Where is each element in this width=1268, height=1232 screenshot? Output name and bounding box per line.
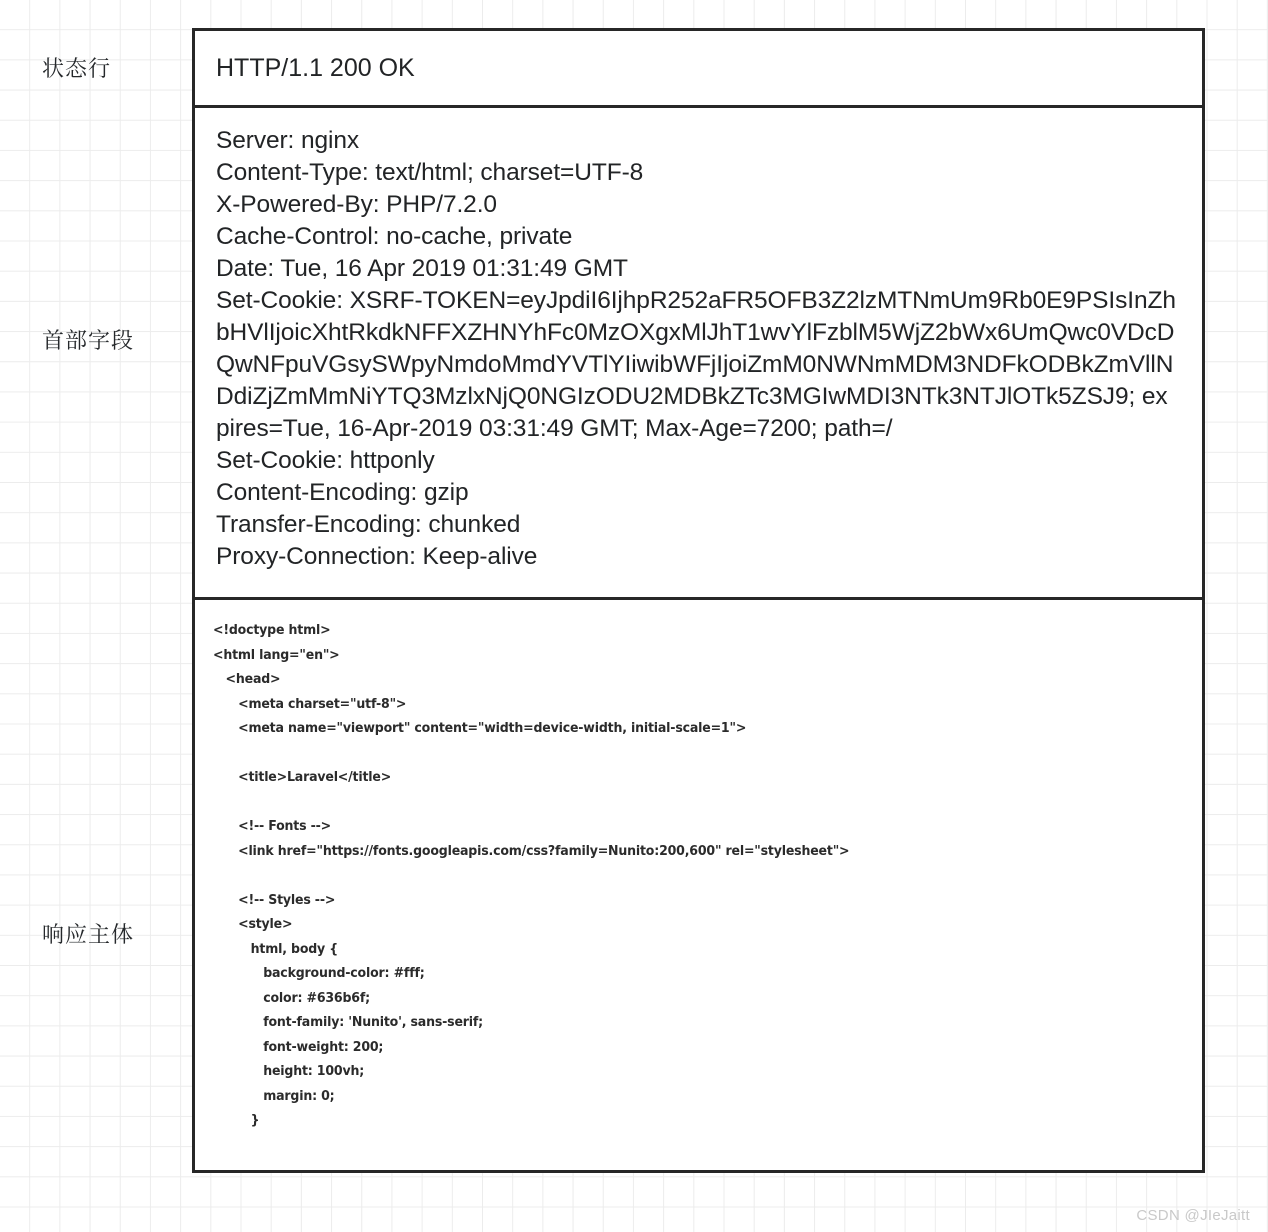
code-line: <!-- Styles -->	[213, 891, 336, 908]
response-body-code	[213, 618, 1133, 1133]
code-line: height: 100vh;	[213, 1063, 365, 1079]
code-line: <!-- Fonts -->	[213, 818, 331, 834]
header-field-line: Proxy-Connection: Keep-alive	[216, 543, 538, 570]
code-line: <link href="https://fonts.googleapis.com/css?family=Nunito:200,600" rel="stylesheet">	[213, 842, 850, 859]
code-line	[213, 790, 1133, 815]
code-line: <!doctype html>	[213, 622, 331, 638]
header-field-line: Content-Type: text/html; charset=UTF-8	[216, 159, 644, 186]
code-line: }	[213, 1112, 260, 1128]
header-field-line: X-Powered-By: PHP/7.2.0	[216, 191, 497, 218]
watermark: CSDN @JIeJaitt	[1136, 1207, 1250, 1224]
header-field-list	[216, 125, 1202, 573]
side-label-response-body: 响应主体	[42, 923, 135, 948]
code-line	[213, 741, 1133, 766]
side-label-header-fields: 首部字段	[42, 329, 135, 354]
code-line	[213, 863, 1133, 888]
header-fields-section	[195, 108, 1202, 600]
code-line: background-color: #fff;	[213, 965, 425, 981]
code-line: color: #636b6f;	[213, 989, 370, 1006]
side-label-status-line: 状态行	[42, 57, 112, 82]
status-line-section	[195, 31, 1202, 108]
status-line-text: HTTP/1.1 200 OK	[216, 54, 415, 82]
code-line: <title>Laravel</title>	[213, 769, 392, 785]
header-field-line: Date: Tue, 16 Apr 2019 01:31:49 GMT	[216, 255, 628, 282]
code-line: font-family: 'Nunito', sans-serif;	[213, 1014, 484, 1030]
http-response-diagram	[192, 28, 1205, 1173]
code-line: html, body {	[213, 940, 338, 957]
code-line: <head>	[213, 671, 281, 687]
code-line: margin: 0;	[213, 1087, 335, 1104]
code-line: <html lang="en">	[213, 646, 340, 663]
code-line: <meta charset="utf-8">	[213, 695, 407, 712]
header-field-line: Transfer-Encoding: chunked	[216, 511, 521, 538]
header-field-line: Cache-Control: no-cache, private	[216, 223, 573, 250]
response-body-section	[195, 600, 1202, 1133]
code-line: font-weight: 200;	[213, 1038, 384, 1055]
header-field-line: Set-Cookie: XSRF-TOKEN=eyJpdiI6IjhpR252aFR5OFB3Z2lzMTNmUm9Rb0E9PSIsInZhbHVlIjoicXhtRkdkNFFXZHNYhFc0MzOXgxMlJhT1wvYlFzblM5WjZ2bWx6UmQwc0VDcDQwNFpuVGsySWpyNmdoMmdYVTlYIiwibWFjIjoiZmM0NWNmMDM3NDFkODBkZmVllNDdiZjZmMmNiYTQ3MzlxNjQ0NGIzODU2MDBkZTc3MGIwMDI3NTk3NTJlOTk5ZSJ9; expires=Tue, 16-Apr-2019 03:31:49 GMT; Max-Age=7200; path=/	[216, 287, 1176, 442]
header-field-line: Set-Cookie: httponly	[216, 447, 435, 474]
code-line: <style>	[213, 916, 293, 932]
header-field-line: Server: nginx	[216, 127, 360, 154]
code-line: <meta name="viewport" content="width=device-width, initial-scale=1">	[213, 720, 747, 736]
header-field-line: Content-Encoding: gzip	[216, 479, 469, 506]
